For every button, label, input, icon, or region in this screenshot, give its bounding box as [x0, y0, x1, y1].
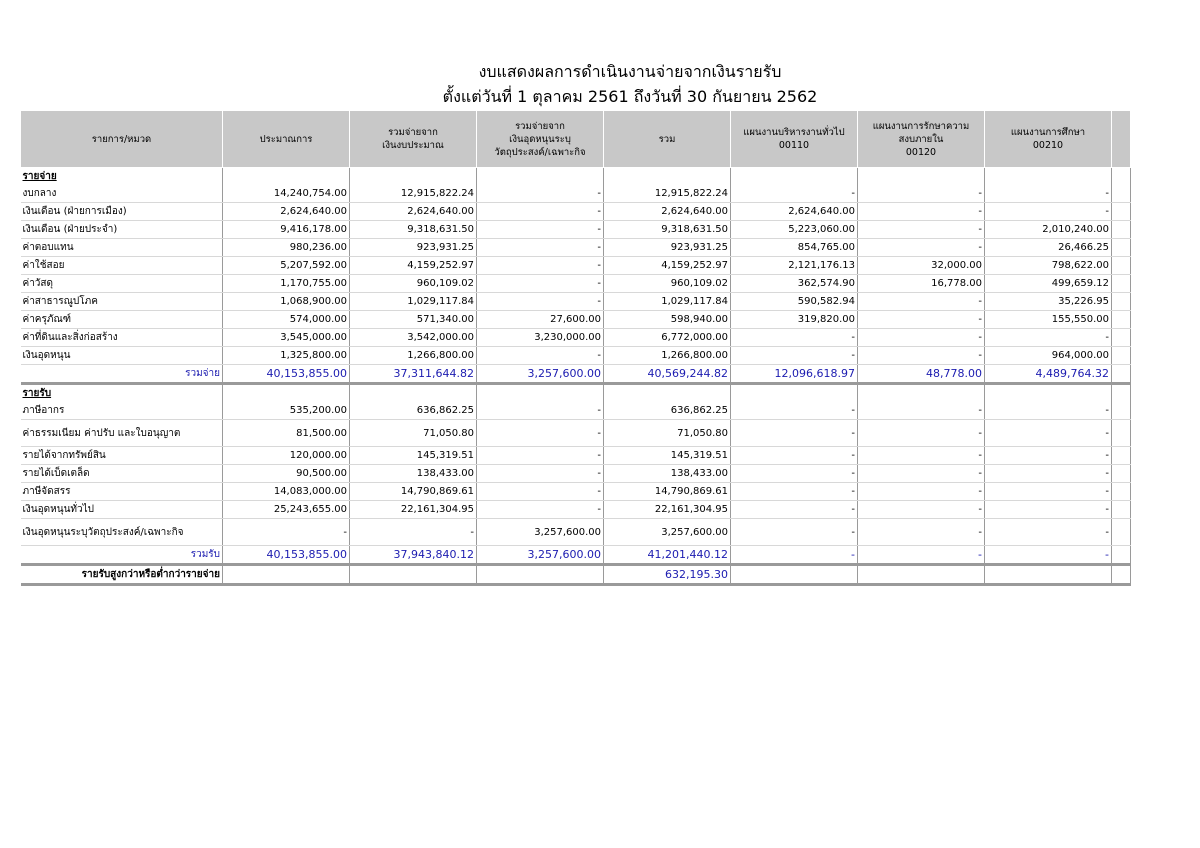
income-total-row	[21, 546, 1131, 565]
cell-overflow	[1112, 420, 1131, 447]
cell-value: 14,790,869.61	[350, 483, 477, 501]
cell-value: 40,153,855.00	[223, 546, 350, 565]
cell-overflow	[1112, 546, 1131, 565]
cell-value: -	[477, 293, 604, 311]
income-row	[21, 420, 1131, 447]
cell-value: 3,257,600.00	[477, 519, 604, 546]
cell-overflow	[1112, 329, 1131, 347]
cell-overflow	[1112, 168, 1131, 186]
cell-value: 9,416,178.00	[223, 221, 350, 239]
row-label: รายจ่าย	[21, 168, 223, 186]
cell-value: 12,096,618.97	[731, 365, 858, 384]
cell-value: -	[731, 347, 858, 365]
cell-value: 3,545,000.00	[223, 329, 350, 347]
expense-row	[21, 239, 1131, 257]
section-heading-income	[21, 384, 1131, 403]
cell-value: 636,862.25	[604, 402, 731, 420]
cell-overflow	[1112, 347, 1131, 365]
column-header: รายการ/หมวด	[21, 111, 223, 168]
cell-value: -	[477, 239, 604, 257]
cell-value: -	[858, 185, 985, 203]
section-heading-expense	[21, 168, 1131, 186]
cell-value: -	[858, 519, 985, 546]
cell-value: 362,574.90	[731, 275, 858, 293]
cell-overflow	[1112, 293, 1131, 311]
cell-value: 41,201,440.12	[604, 546, 731, 565]
cell-value: 4,159,252.97	[604, 257, 731, 275]
cell-value: 964,000.00	[985, 347, 1112, 365]
cell-value: -	[858, 402, 985, 420]
row-label: รายได้จากทรัพย์สิน	[21, 447, 223, 465]
row-label: เงินเดือน (ฝ่ายการเมือง)	[21, 203, 223, 221]
cell-value: -	[477, 483, 604, 501]
cell-value: -	[731, 501, 858, 519]
cell-value: -	[731, 519, 858, 546]
cell-value: 27,600.00	[477, 311, 604, 329]
expense-row	[21, 221, 1131, 239]
cell-value: -	[858, 293, 985, 311]
cell-value: -	[477, 203, 604, 221]
cell-overflow	[1112, 365, 1131, 384]
column-header-overflow	[1112, 111, 1131, 168]
expense-row	[21, 293, 1131, 311]
cell-value	[477, 565, 604, 585]
cell-value	[477, 168, 604, 186]
cell-value: 2,624,640.00	[731, 203, 858, 221]
cell-value	[858, 384, 985, 403]
cell-value: 2,121,176.13	[731, 257, 858, 275]
cell-value	[731, 565, 858, 585]
column-header: แผนงานบริหารงานทั่วไป 00110	[731, 111, 858, 168]
row-label: เงินอุดหนุนทั่วไป	[21, 501, 223, 519]
cell-value: 9,318,631.50	[350, 221, 477, 239]
cell-value: -	[477, 501, 604, 519]
cell-value	[604, 168, 731, 186]
expense-row	[21, 203, 1131, 221]
cell-value: 636,862.25	[350, 402, 477, 420]
column-header: แผนงานการรักษาความ สงบภายใน 00120	[858, 111, 985, 168]
cell-value: 40,153,855.00	[223, 365, 350, 384]
row-label: รายรับสูงกว่าหรือต่ำกว่ารายจ่าย	[21, 565, 223, 585]
cell-value: 4,159,252.97	[350, 257, 477, 275]
cell-value: 12,915,822.24	[604, 185, 731, 203]
cell-value: 5,223,060.00	[731, 221, 858, 239]
income-row	[21, 402, 1131, 420]
cell-value: -	[731, 465, 858, 483]
cell-value: -	[477, 347, 604, 365]
cell-value: -	[477, 221, 604, 239]
cell-value: 4,489,764.32	[985, 365, 1112, 384]
header-row	[21, 111, 1131, 168]
cell-overflow	[1112, 483, 1131, 501]
cell-value	[223, 168, 350, 186]
cell-overflow	[1112, 221, 1131, 239]
row-label: ค่าสาธารณูปโภค	[21, 293, 223, 311]
cell-value: -	[477, 402, 604, 420]
row-label: ค่าที่ดินและสิ่งก่อสร้าง	[21, 329, 223, 347]
cell-value: -	[858, 329, 985, 347]
cell-value: 574,000.00	[223, 311, 350, 329]
cell-value: -	[731, 329, 858, 347]
expense-row	[21, 347, 1131, 365]
cell-value: -	[985, 420, 1112, 447]
cell-value: 1,029,117.84	[350, 293, 477, 311]
cell-value: 923,931.25	[604, 239, 731, 257]
row-label: ค่าวัสดุ	[21, 275, 223, 293]
cell-value: -	[731, 447, 858, 465]
cell-value	[858, 565, 985, 585]
cell-value: -	[477, 465, 604, 483]
expense-row	[21, 257, 1131, 275]
cell-value	[985, 565, 1112, 585]
row-label: ค่าตอบแทน	[21, 239, 223, 257]
row-label: งบกลาง	[21, 185, 223, 203]
cell-value: -	[858, 546, 985, 565]
cell-value: -	[858, 239, 985, 257]
cell-value: 3,257,600.00	[477, 365, 604, 384]
cell-value: 40,569,244.82	[604, 365, 731, 384]
cell-value: 14,083,000.00	[223, 483, 350, 501]
cell-overflow	[1112, 311, 1131, 329]
cell-value: 6,772,000.00	[604, 329, 731, 347]
cell-value: -	[985, 483, 1112, 501]
cell-value: 37,311,644.82	[350, 365, 477, 384]
cell-value: 960,109.02	[604, 275, 731, 293]
cell-value: 14,790,869.61	[604, 483, 731, 501]
row-label: ค่าใช้สอย	[21, 257, 223, 275]
cell-value: 2,010,240.00	[985, 221, 1112, 239]
cell-overflow	[1112, 384, 1131, 403]
cell-value: 632,195.30	[604, 565, 731, 585]
expense-row	[21, 275, 1131, 293]
cell-overflow	[1112, 447, 1131, 465]
income-row	[21, 519, 1131, 546]
cell-overflow	[1112, 257, 1131, 275]
row-label: เงินเดือน (ฝ่ายประจำ)	[21, 221, 223, 239]
cell-value: 48,778.00	[858, 365, 985, 384]
cell-value: 3,257,600.00	[477, 546, 604, 565]
cell-value: 138,433.00	[604, 465, 731, 483]
cell-value: 923,931.25	[350, 239, 477, 257]
row-label: เงินอุดหนุน	[21, 347, 223, 365]
expense-row	[21, 311, 1131, 329]
cell-value: -	[858, 501, 985, 519]
cell-value: 120,000.00	[223, 447, 350, 465]
column-header: รวมจ่ายจาก เงินอุดหนุนระบุ วัตถุประสงค์/เฉพาะกิจ	[477, 111, 604, 168]
cell-overflow	[1112, 203, 1131, 221]
row-label: ภาษีจัดสรร	[21, 483, 223, 501]
cell-value: -	[858, 311, 985, 329]
report-table	[20, 110, 1131, 586]
row-label: รายรับ	[21, 384, 223, 403]
cell-value: 3,257,600.00	[604, 519, 731, 546]
cell-value: -	[985, 519, 1112, 546]
cell-value: -	[858, 347, 985, 365]
cell-value: -	[223, 519, 350, 546]
cell-value: 1,068,900.00	[223, 293, 350, 311]
cell-value: 155,550.00	[985, 311, 1112, 329]
cell-value: 37,943,840.12	[350, 546, 477, 565]
cell-value: -	[985, 546, 1112, 565]
cell-value: 22,161,304.95	[604, 501, 731, 519]
income-row	[21, 465, 1131, 483]
cell-value: 3,542,000.00	[350, 329, 477, 347]
cell-value: 1,266,800.00	[604, 347, 731, 365]
cell-value: 81,500.00	[223, 420, 350, 447]
cell-value: 12,915,822.24	[350, 185, 477, 203]
cell-value: 1,170,755.00	[223, 275, 350, 293]
cell-value: 2,624,640.00	[223, 203, 350, 221]
cell-value: 2,624,640.00	[350, 203, 477, 221]
cell-value: -	[731, 420, 858, 447]
row-label: รายได้เบ็ดเตล็ด	[21, 465, 223, 483]
cell-value: -	[858, 483, 985, 501]
cell-value: 138,433.00	[350, 465, 477, 483]
cell-value: 32,000.00	[858, 257, 985, 275]
cell-value: 499,659.12	[985, 275, 1112, 293]
cell-value: -	[985, 501, 1112, 519]
cell-value: -	[985, 203, 1112, 221]
cell-value: -	[985, 185, 1112, 203]
cell-value: 5,207,592.00	[223, 257, 350, 275]
row-label: ค่าธรรมเนียม ค่าปรับ และใบอนุญาต	[21, 420, 223, 447]
cell-value	[858, 168, 985, 186]
row-label: รวมจ่าย	[21, 365, 223, 384]
cell-value	[985, 384, 1112, 403]
cell-value: 854,765.00	[731, 239, 858, 257]
cell-overflow	[1112, 501, 1131, 519]
cell-overflow	[1112, 402, 1131, 420]
cell-value: -	[985, 402, 1112, 420]
cell-value: 145,319.51	[604, 447, 731, 465]
row-label: ค่าครุภัณฑ์	[21, 311, 223, 329]
cell-overflow	[1112, 275, 1131, 293]
cell-overflow	[1112, 239, 1131, 257]
row-label: รวมรับ	[21, 546, 223, 565]
row-label: ภาษีอากร	[21, 402, 223, 420]
income-row	[21, 501, 1131, 519]
cell-value	[731, 384, 858, 403]
cell-value: 35,226.95	[985, 293, 1112, 311]
cell-value	[985, 168, 1112, 186]
cell-value	[350, 384, 477, 403]
cell-value: 22,161,304.95	[350, 501, 477, 519]
expense-row	[21, 185, 1131, 203]
cell-value: 14,240,754.00	[223, 185, 350, 203]
cell-value: -	[477, 185, 604, 203]
row-label: เงินอุดหนุนระบุวัตถุประสงค์/เฉพาะกิจ	[21, 519, 223, 546]
cell-value: 590,582.94	[731, 293, 858, 311]
cell-value: 2,624,640.00	[604, 203, 731, 221]
expense-row	[21, 329, 1131, 347]
cell-value: 26,466.25	[985, 239, 1112, 257]
cell-value: 90,500.00	[223, 465, 350, 483]
cell-value: -	[477, 420, 604, 447]
cell-value: -	[858, 465, 985, 483]
cell-value: -	[985, 447, 1112, 465]
cell-value	[350, 168, 477, 186]
cell-value: -	[731, 546, 858, 565]
cell-value: 145,319.51	[350, 447, 477, 465]
cell-value	[350, 565, 477, 585]
cell-value: 571,340.00	[350, 311, 477, 329]
cell-value: -	[350, 519, 477, 546]
cell-value: -	[477, 275, 604, 293]
cell-value: 960,109.02	[350, 275, 477, 293]
cell-value: 980,236.00	[223, 239, 350, 257]
cell-value: -	[858, 420, 985, 447]
cell-value: 798,622.00	[985, 257, 1112, 275]
column-header: แผนงานการศึกษา 00210	[985, 111, 1112, 168]
cell-value	[731, 168, 858, 186]
cell-value	[477, 384, 604, 403]
cell-overflow	[1112, 519, 1131, 546]
cell-value: 25,243,655.00	[223, 501, 350, 519]
report-subtitle: ตั้งแต่วันที่ 1 ตุลาคม 2561 ถึงวันที่ 30 กันยายน 2562	[442, 87, 818, 106]
cell-value: -	[477, 257, 604, 275]
cell-value: -	[858, 203, 985, 221]
cell-value: -	[731, 402, 858, 420]
cell-value: 71,050.80	[350, 420, 477, 447]
column-header: รวมจ่ายจาก เงินงบประมาณ	[350, 111, 477, 168]
column-header: ประมาณการ	[223, 111, 350, 168]
cell-value: 319,820.00	[731, 311, 858, 329]
balance-row	[21, 565, 1131, 585]
cell-value	[223, 565, 350, 585]
cell-value: -	[858, 447, 985, 465]
cell-value: -	[985, 465, 1112, 483]
cell-value: 598,940.00	[604, 311, 731, 329]
cell-value: 9,318,631.50	[604, 221, 731, 239]
cell-overflow	[1112, 465, 1131, 483]
cell-value: 16,778.00	[858, 275, 985, 293]
cell-value: -	[477, 447, 604, 465]
cell-overflow	[1112, 565, 1131, 585]
cell-value	[604, 384, 731, 403]
cell-value: -	[985, 329, 1112, 347]
income-row	[21, 447, 1131, 465]
cell-value	[223, 384, 350, 403]
cell-value: 1,266,800.00	[350, 347, 477, 365]
cell-value: 535,200.00	[223, 402, 350, 420]
cell-value: 1,029,117.84	[604, 293, 731, 311]
expense-total-row	[21, 365, 1131, 384]
cell-value: 1,325,800.00	[223, 347, 350, 365]
income-row	[21, 483, 1131, 501]
column-header: รวม	[604, 111, 731, 168]
cell-value: -	[731, 185, 858, 203]
cell-overflow	[1112, 185, 1131, 203]
cell-value: -	[858, 221, 985, 239]
cell-value: 3,230,000.00	[477, 329, 604, 347]
cell-value: 71,050.80	[604, 420, 731, 447]
report-title: งบแสดงผลการดำเนินงานจ่ายจากเงินรายรับ	[478, 62, 782, 81]
cell-value: -	[731, 483, 858, 501]
